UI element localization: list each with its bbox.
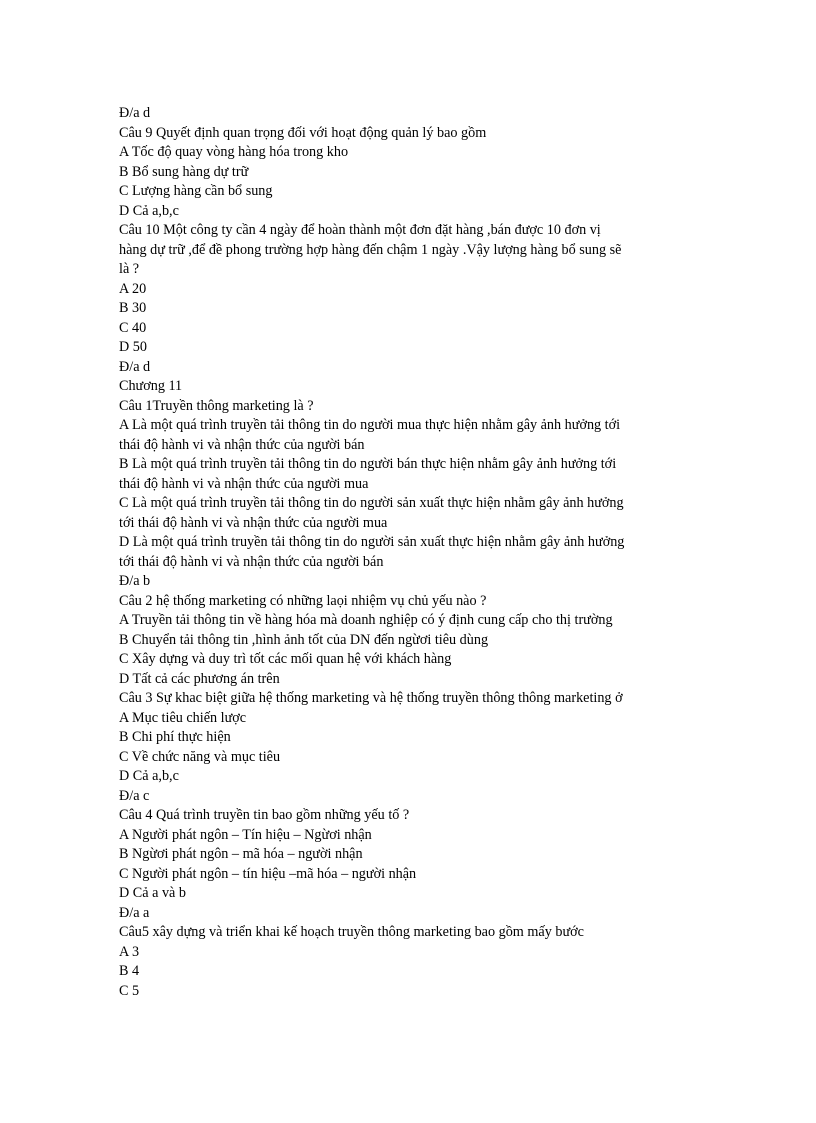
text-line: Câu 1Truyền thông marketing là ?	[119, 397, 314, 414]
text-line: A Là một quá trình truyền tải thông tin do người mua thực hiện nhằm gây ảnh hưởng tới	[119, 417, 621, 433]
text-line: Đ/a c	[119, 787, 150, 804]
text-line: D Tất cả các phương án trên	[119, 670, 280, 687]
text-line: Câu5 xây dựng và triển khai kế hoạch truyền thông marketing bao gồm mấy bước	[119, 924, 584, 940]
text-line: C 40	[119, 319, 147, 336]
text-line: Câu 4 Quá trình truyền tin bao gồm những yếu tố ?	[119, 807, 410, 823]
text-line: D 50	[119, 339, 147, 355]
text-line: C Lượng hàng cần bổ sung	[119, 183, 273, 199]
text-line: là ?	[119, 261, 140, 277]
text-line: C Về chức năng và mục tiêu	[119, 748, 281, 765]
text-line: Câu 3 Sự khac biệt giữa hệ thống marketing và hệ thống truyền thông thông marketing ở	[119, 690, 623, 706]
text-line: D Cả a,b,c	[119, 768, 179, 784]
text-line: Đ/a d	[119, 105, 151, 121]
text-line: Chương 11	[119, 378, 183, 394]
text-line: tới thái độ hành vi và nhận thức của người mua	[119, 514, 388, 531]
text-line: Câu 9 Quyết định quan trọng đối với hoạt động quản lý bao gồm	[119, 124, 487, 141]
text-line: C 5	[119, 982, 140, 999]
text-line: A Người phát ngôn – Tín hiệu – Ngừơi nhận	[119, 826, 372, 843]
text-line: hàng dự trữ ,để đề phong trường hợp hàng đến chậm 1 ngày .Vậy lượng hàng bổ sung sẽ	[119, 241, 622, 258]
text-line: C Là một quá trình truyền tải thông tin do người sản xuất thực hiện nhằm gây ảnh hưởng	[119, 495, 624, 511]
text-line: A Tốc độ quay vòng hàng hóa trong kho	[119, 144, 349, 160]
text-line: thái độ hành vi và nhận thức của người mua	[119, 475, 369, 492]
document-page	[119, 104, 699, 1001]
text-line: A Mục tiêu chiến lược	[119, 709, 247, 726]
text-line: Câu 2 hệ thống marketing có những laọi nhiệm vụ chủ yếu nào ?	[119, 592, 487, 609]
text-line: B 30	[119, 300, 147, 316]
text-line: D Cả a,b,c	[119, 202, 179, 219]
text-line: B 4	[119, 963, 140, 979]
text-line: Đ/a b	[119, 573, 151, 589]
text-line: C Người phát ngôn – tín hiệu –mã hóa – người nhận	[119, 865, 417, 882]
text-line: A Truyền tải thông tin về hàng hóa mà doanh nghiệp có ý định cung cấp cho thị trường	[119, 612, 613, 628]
text-line: Đ/a d	[119, 358, 151, 375]
text-line: Câu 10 Một công ty cần 4 ngày để hoàn thành một đơn đặt hàng ,bán được 10 đơn vị	[119, 222, 601, 238]
text-line: A 20	[119, 280, 147, 297]
text-line: C Xây dựng và duy trì tốt các mối quan hệ với khách hàng	[119, 651, 452, 667]
text-line: B Là một quá trình truyền tải thông tin do người bán thực hiện nhằm gây ảnh hưởng tới	[119, 456, 617, 472]
text-line: D Là một quá trình truyền tải thông tin do người sản xuất thực hiện nhằm gây ảnh hưởng	[119, 534, 625, 550]
text-line: B Ngừơi phát ngôn – mã hóa – người nhận	[119, 846, 363, 862]
text-line: B Chi phí thực hiện	[119, 729, 231, 745]
text-line: B Bổ sung hàng dự trữ	[119, 163, 249, 180]
text-line: A 3	[119, 943, 140, 960]
text-line: tới thái độ hành vi và nhận thức của người bán	[119, 553, 384, 570]
text-line: D Cả a và b	[119, 885, 186, 901]
text-line: thái độ hành vi và nhận thức của người bán	[119, 436, 365, 453]
text-line: Đ/a a	[119, 904, 150, 921]
text-line: B Chuyển tải thông tin ,hình ảnh tốt của DN đến ngừơi tiêu dùng	[119, 631, 489, 648]
